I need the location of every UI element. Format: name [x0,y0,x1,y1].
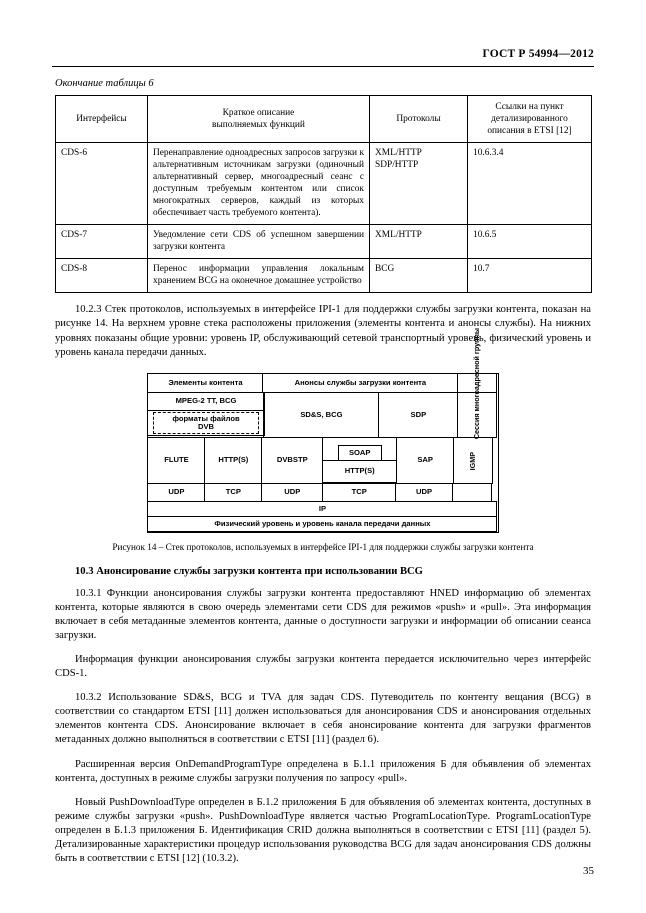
figure-caption: Рисунок 14 – Стек протоколов, используемых в интерфейсе IPI-1 для поддержки службы загрузки контента [112,541,534,552]
diagram-block-https-2: HTTP(S) [322,460,397,483]
cell-reference: 10.6.5 [468,225,592,259]
column-header-description: Краткое описание выполняемых функций [148,96,370,143]
diagram-block-igmp: IGMP [453,437,493,484]
paragraph-10-2-3: 10.2.3 Стек протоколов, используемых в интерфейсе IPI-1 для поддержки службы загрузки контента, показан на рисунке 14. На верхнем уровне стека расположены приложения (элементы контента и анонсы службы). На нижних уровнях показаны общие уровни: уровень IP, обслуживающий сетевой транспортный уровень, физический уровень и уровень канала передачи данных. [55,304,591,358]
column-header-protocols: Протоколы [370,96,468,143]
diagram-block-udp-2: UDP [261,483,323,502]
section-heading-10-3: 10.3 Анонсирование службы загрузки контента при использовании BCG [75,565,423,577]
cell-description: Перенос информации управления локальным хранением BCG на оконечное домашнее устройство [148,259,370,293]
diagram-block-dvb-formats-line1: форматы файлов [172,413,240,423]
paragraph-interface-cds1: Информация функции анонсирования службы загрузки контента передается исключительно через интерфейс CDS-1. [55,654,591,680]
page-header-standard: ГОСТ Р 54994—2012 [482,48,594,60]
page-number: 35 [583,865,594,877]
diagram-block-soap: SOAP [338,445,382,461]
diagram-block-sds-bcg: SD&S, BCG [263,392,379,438]
table-row [56,225,592,259]
column-header-reference: Ссылки на пункт детализированного описания в ETSI [12] [468,96,592,143]
cell-interface: CDS-7 [56,225,148,259]
paragraph-10-3-2: 10.3.2 Использование SD&S, BCG и TVA для задач CDS. Путеводитель по контенту вещания (BCG) в соответствии со стандартом ETSI [11] должен использоваться для анонсирования CDS и анонсирования отдельных элементов контента CDS. Анонсирование включает в себя анонсирование контента для загрузки фрагментов метаданных должно выполняться в соответствии с ETSI [11] (раздел 6). [55,692,591,746]
header-divider [52,66,594,67]
diagram-block-announcements: Анонсы службы загрузки контента [262,373,458,393]
cell-protocols: XML/HTTP SDP/HTTP [370,143,468,225]
diagram-block-https-1: HTTP(S) [204,437,262,484]
cell-description: Уведомление сети CDS об успешном завершении загрузки контента [148,225,370,259]
diagram-block-udp-3: UDP [395,483,453,502]
page-content [55,78,591,866]
paragraph-push-download-type: Новый PushDownloadType определен в Б.1.2 приложения Б для объявления об элементах контента, доступных в режиме службы загрузки «push». PushDownloadType является частью ProgramLocationType. ProgramLocationType определен в Б.1.3 приложения Б. Идентификация CRID должна выполняться в соответствии с ETSI [11] (раздел 5). Детализированные характеристики процедур использования руководства BCG для задач анонсирования CDS должны быть в соответствии с ETSI [12] (10.3.2). [55,796,591,864]
diagram-block-sdp: SDP [378,392,458,438]
diagram-block-dvb-formats-line2: DVB [197,422,215,432]
diagram-block-dvbstp: DVBSTP [261,437,323,484]
diagram-block-multicast-session: Сессия многоадресной группы [457,373,497,393]
cell-interface: CDS-8 [56,259,148,293]
protocol-table [55,95,592,293]
paragraph-ondemand-program-type: Расширенная версия OnDemandProgramType определена в Б.1.1 приложения Б для объявления об элементах контента, доступных в режиме службы загрузки получения по запросу «pull». [55,758,591,784]
paragraph-10-3-1: 10.3.1 Функции анонсирования службы загрузки контента предоставляют HNED информацию об элементах контента, которые являются в свою очередь элементами сети CDS для режимов «push» и «pull». Эта информация включает в себя метаданные элементов контента, данные о доступности загрузки и информации об описании сеанса загрузки. [55,587,591,641]
diagram-block-dvb-formats-outer [147,410,264,436]
diagram-block-udp-1: UDP [147,483,205,502]
diagram-block-flute: FLUTE [147,437,205,484]
column-header-interfaces: Интерфейсы [56,96,148,143]
cell-description: Перенаправление одноадресных запросов загрузки к альтернативным источникам загрузки (одиночный альтернативный сервер, многоадресный сеанс с доступным требуемым контентом или список многократных серверов, каждый из которых обеспечивает часть требуемого контента). [148,143,370,225]
table-caption: Окончание таблицы 6 [55,78,154,89]
diagram-block-tcp-2: TCP [322,483,396,502]
diagram-block-tcp-1: TCP [204,483,262,502]
cell-reference: 10.6.3.4 [468,143,592,225]
cell-protocols: BCG [370,259,468,293]
table-header-row [56,96,592,143]
protocol-stack-diagram [147,327,499,533]
cell-interface: CDS-6 [56,143,148,225]
table-row [56,259,592,293]
cell-reference: 10.7 [468,259,592,293]
diagram-block-mpeg2-bcg: MPEG-2 TT, BCG [147,392,264,411]
diagram-block-content-elements: Элементы контента [147,373,263,393]
cell-protocols: XML/HTTP [370,225,468,259]
diagram-block-physical-layer: Физический уровень и уровень канала передачи данных [147,516,497,532]
diagram-block-sap: SAP [396,437,454,484]
diagram-block-igmp-continued [452,483,492,502]
diagram-block-ip: IP [147,501,497,517]
table-row [56,143,592,225]
